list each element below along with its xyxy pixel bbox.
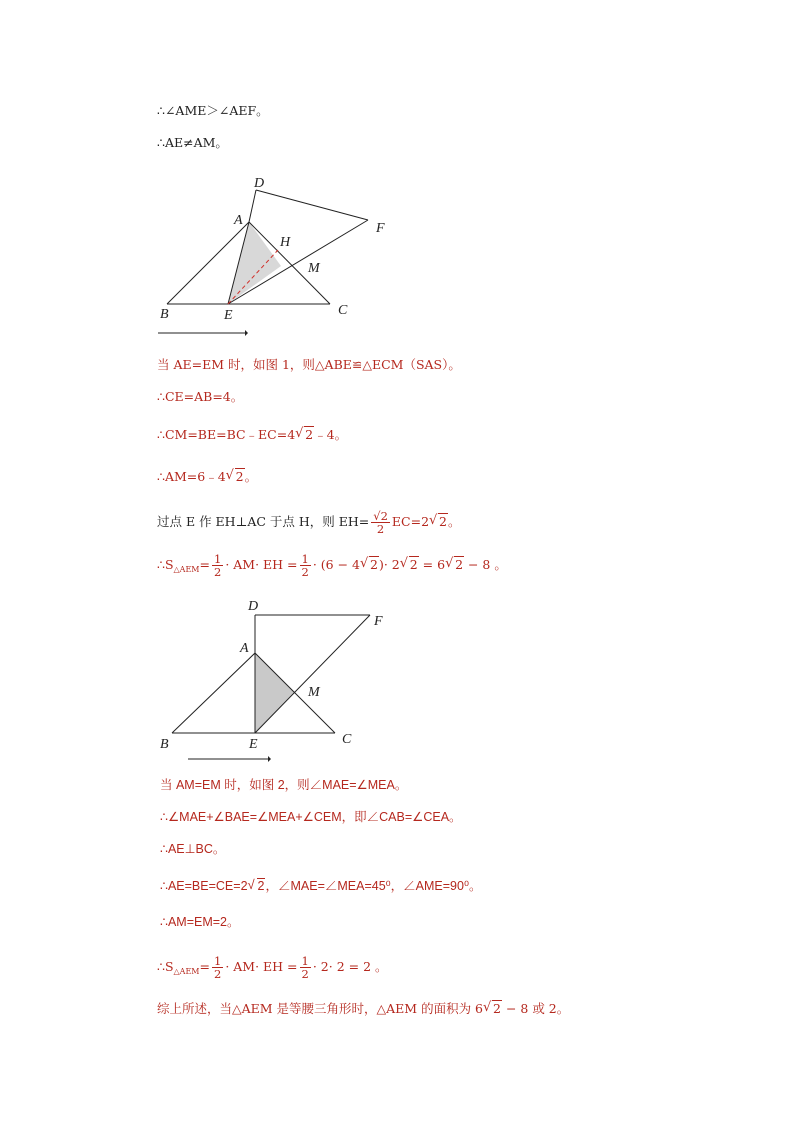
shaded-triangle-2 xyxy=(255,653,294,733)
label-a: A xyxy=(240,641,249,656)
line-ce-ab: ∴CE=AB=4。 xyxy=(157,389,244,404)
arrow-head-2 xyxy=(268,756,271,762)
line-angle-sum: ∴∠MAE+∠BAE=∠MEA+∠CEM，即∠CAB=∠CEA。 xyxy=(160,810,462,824)
label-c: C xyxy=(338,303,348,318)
line-cm: ∴CM=BE=BC﹣EC=4√ 2﹣4。 xyxy=(157,427,347,443)
case-am-em: 当 AM=EM 时，如图 2，则∠MAE=∠MEA。 xyxy=(160,778,408,792)
label-f: F xyxy=(376,221,385,236)
line-am-em-2: ∴AM=EM=2。 xyxy=(160,915,240,929)
label-e: E xyxy=(224,308,233,323)
line-angle-ame: ∴∠AME＞∠AEF。 xyxy=(157,103,269,118)
label-e: E xyxy=(249,737,258,752)
label-d: D xyxy=(254,176,265,191)
figure-2 xyxy=(150,595,400,775)
case-ae-em: 当 AE=EM 时，如图 1，则△ABE≌△ECM（SAS）。 xyxy=(157,357,461,372)
label-m: M xyxy=(308,685,320,700)
label-h: H xyxy=(280,235,291,250)
conclusion: 综上所述，当△AEM 是等腰三角形时，△AEM 的面积为 6√ 2 − 8 或 2。 xyxy=(157,1001,569,1017)
label-m: M xyxy=(308,261,320,276)
line-area-2: $\therefore S_{\triangle AEM}=$ $\frac{1}{2}$ · AM· EH = $\frac{1}{2}$ · 2· 2 = 2 。 xyxy=(157,954,388,981)
label-c: C xyxy=(342,732,352,747)
label-d: D xyxy=(248,599,259,614)
shaded-triangle-1 xyxy=(228,222,281,304)
line-eh: 过点 E 作 EH⊥AC 于点 H，则 EH= $\frac{√2}{2}$ EC=2√ 2。 xyxy=(157,510,461,535)
arrow-head-1 xyxy=(245,330,248,336)
figure-1 xyxy=(150,170,400,345)
line-ae-perp-bc: ∴AE⊥BC。 xyxy=(160,842,226,856)
label-b: B xyxy=(160,307,169,322)
line-ae-be-ce: ∴AE=BE=CE=2√ 2，∠MAE=∠MEA=45⁰，∠AME=90⁰。 xyxy=(160,878,481,894)
line-ae-ne-am: ∴AE≠AM。 xyxy=(157,135,228,150)
line-area-1: $\therefore S_{\triangle AEM}=$ $\frac{1}{2}$ · AM· EH = $\frac{1}{2}$ · (6 − 4√ 2)· 2√ 2 = 6√ 2 − 8 。 xyxy=(157,553,507,578)
line-am: ∴AM=6﹣4√ 2。 xyxy=(157,469,257,485)
label-a: A xyxy=(234,213,243,228)
label-f: F xyxy=(374,614,383,629)
label-b: B xyxy=(160,737,169,752)
